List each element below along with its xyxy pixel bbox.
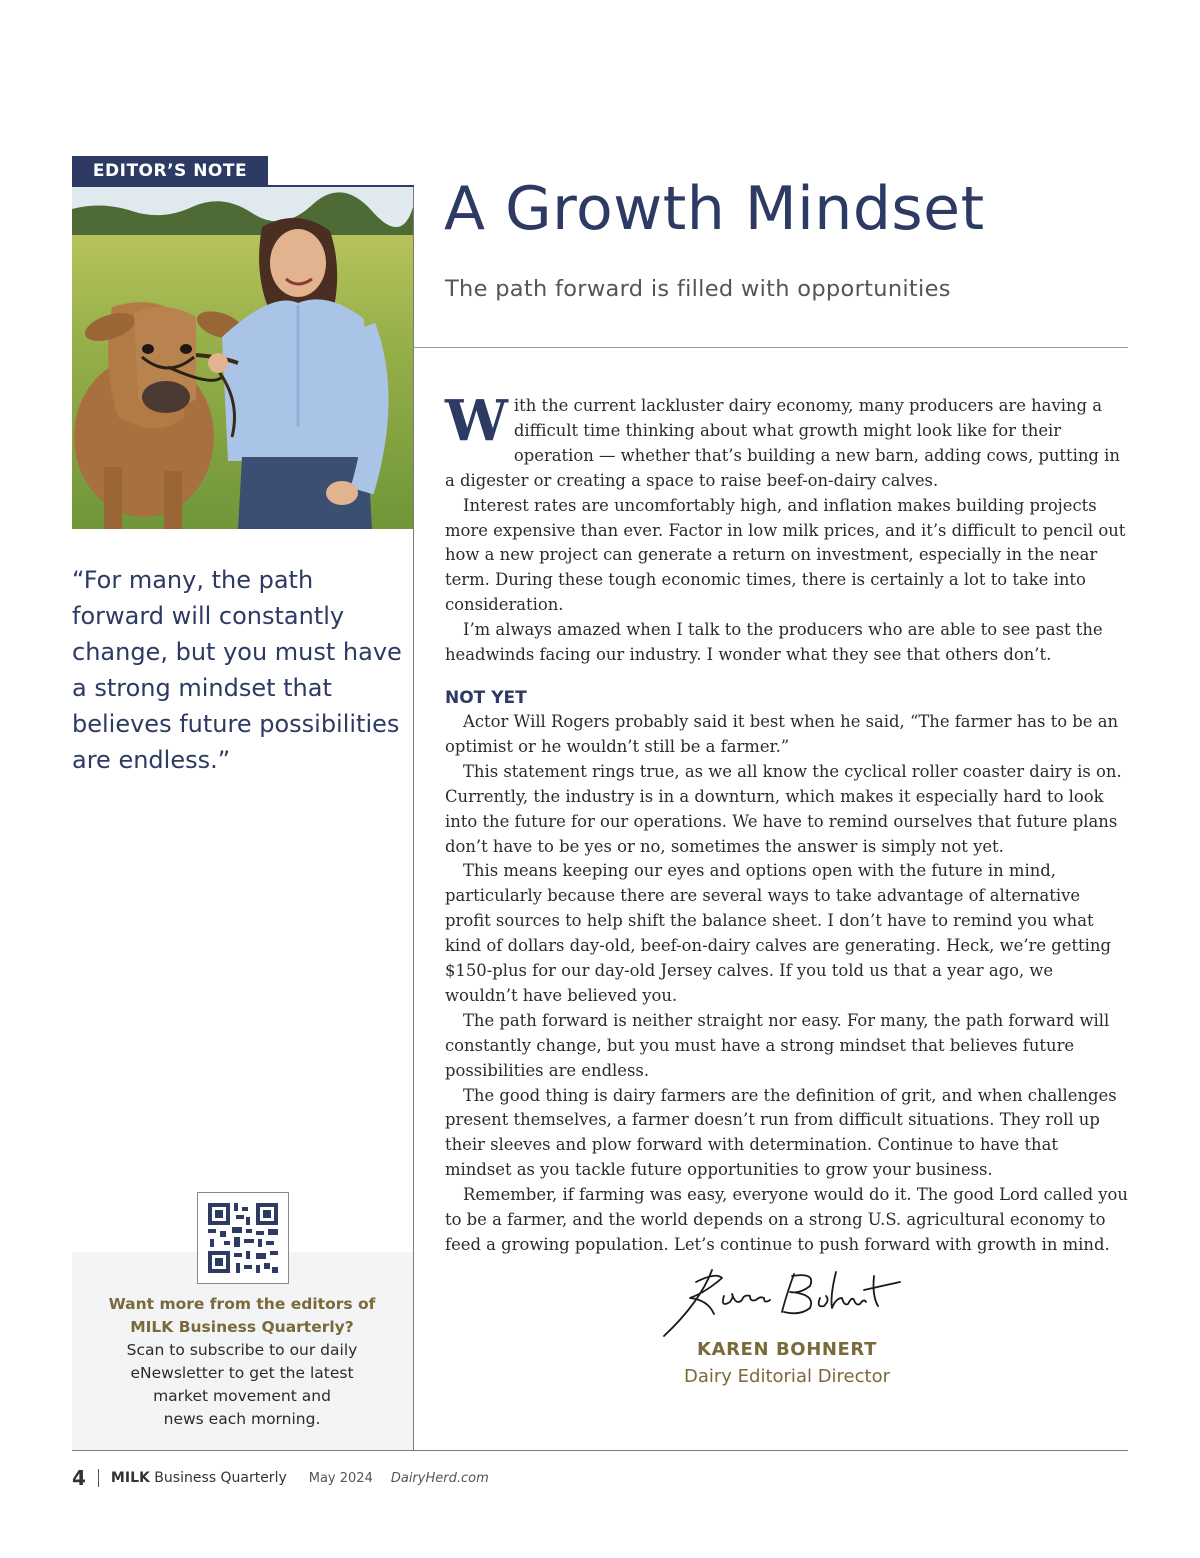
- article-body: [445, 388, 1129, 1258]
- body-paragraph: This statement rings true, as we all know the cyclical roller coaster dairy is on. Currently, the industry is in a downturn, which makes it especially hard to look into the future for our operations. We have to remind ourselves that future plans don’t have to be yes or no, sometimes the answer is simply not yet.: [445, 761, 1122, 856]
- promo-line: eNewsletter to get the latest: [130, 1364, 354, 1382]
- page-footer: [72, 1466, 489, 1494]
- signature-image: [660, 1262, 910, 1342]
- promo-headline: Want more from the editors of: [108, 1295, 376, 1313]
- body-paragraph: Remember, if farming was easy, everyone would do it. The good Lord called you to be a farmer, and the world depends on a strong U.S. agricultural economy to feed a growing population. Let’s continue to push forward with growth in mind.: [445, 1185, 1128, 1254]
- section-tag: EDITOR’S NOTE: [72, 156, 268, 187]
- promo-line: news each morning.: [163, 1410, 321, 1428]
- page-number: 4: [72, 1466, 86, 1490]
- body-paragraph: The path forward is neither straight nor easy. For many, the path forward will constantly change, but you must have a strong mindset that believes future possibilities are endless.: [445, 1010, 1110, 1080]
- article-title: A Growth Mindset: [444, 174, 985, 244]
- promo-text: [82, 1293, 402, 1431]
- publication-name-rest: Business Quarterly: [149, 1470, 287, 1486]
- drop-cap: W: [445, 388, 508, 454]
- pull-quote: “For many, the path forward will constantly change, but you must have a strong mindset that believes future possibilities are endless.”: [72, 566, 402, 774]
- publication-name-bold: MILK: [110, 1470, 150, 1486]
- website-link[interactable]: DairyHerd.com: [390, 1470, 489, 1486]
- body-paragraph: I’m always amazed when I talk to the producers who are able to see past the headwinds facing our industry. I wonder what they see that others don’t.: [445, 620, 1103, 665]
- publication-name: [111, 1470, 287, 1486]
- body-paragraph: Interest rates are uncomfortably high, and inflation makes building projects more expensive than ever. Factor in low milk prices, and it’s difficult to pencil out how a new project can generate a return on investment, especially in the near term. During these tough economic times, there is certainly a lot to take into consideration.: [445, 495, 1126, 615]
- author-name: KAREN BOHNERT: [697, 1339, 877, 1360]
- article-subtitle: The path forward is filled with opportunities: [445, 276, 951, 302]
- section-subhead: NOT YET: [445, 687, 527, 708]
- issue-date: May 2024: [308, 1470, 373, 1486]
- author-title: Dairy Editorial Director: [684, 1366, 890, 1387]
- footer-divider: [72, 1450, 1128, 1451]
- promo-headline: MILK Business Quarterly?: [130, 1318, 354, 1336]
- body-paragraph: The good thing is dairy farmers are the definition of grit, and when challenges present themselves, a farmer doesn’t run from difficult situations. They roll up their sleeves and plow forward with determination. Continue to have that mindset as you tackle future opportunities to grow your business.: [445, 1085, 1117, 1180]
- editor-photo: [72, 187, 413, 529]
- column-divider: [413, 187, 414, 1451]
- body-paragraph-text: ith the current lackluster dairy economy, many producers are having a difficult time thinking about what growth might look like for their operation — whether that’s building a new barn, adding cows, putting in a digester or creating a space to raise beef-on-dairy calves.: [445, 396, 1120, 490]
- body-paragraph: Actor Will Rogers probably said it best when he said, “The farmer has to be an optimist or he wouldn’t still be a farmer.”: [445, 711, 1119, 756]
- header-divider: [414, 347, 1128, 348]
- promo-line: market movement and: [153, 1387, 331, 1405]
- qr-code-icon[interactable]: [197, 1192, 289, 1284]
- body-paragraph: [445, 388, 1129, 494]
- body-paragraph: This means keeping our eyes and options open with the future in mind, particularly because there are several ways to take advantage of alternative profit sources to help shift the balance sheet. I don’t have to remind you what kind of dollars day-old, beef-on-dairy calves are generating. Heck, we’re getting $150-plus for our day-old Jersey calves. If you told us that a year ago, we wouldn’t have believed you.: [445, 861, 1111, 1005]
- footer-separator: [98, 1469, 99, 1487]
- promo-line: Scan to subscribe to our daily: [126, 1341, 358, 1359]
